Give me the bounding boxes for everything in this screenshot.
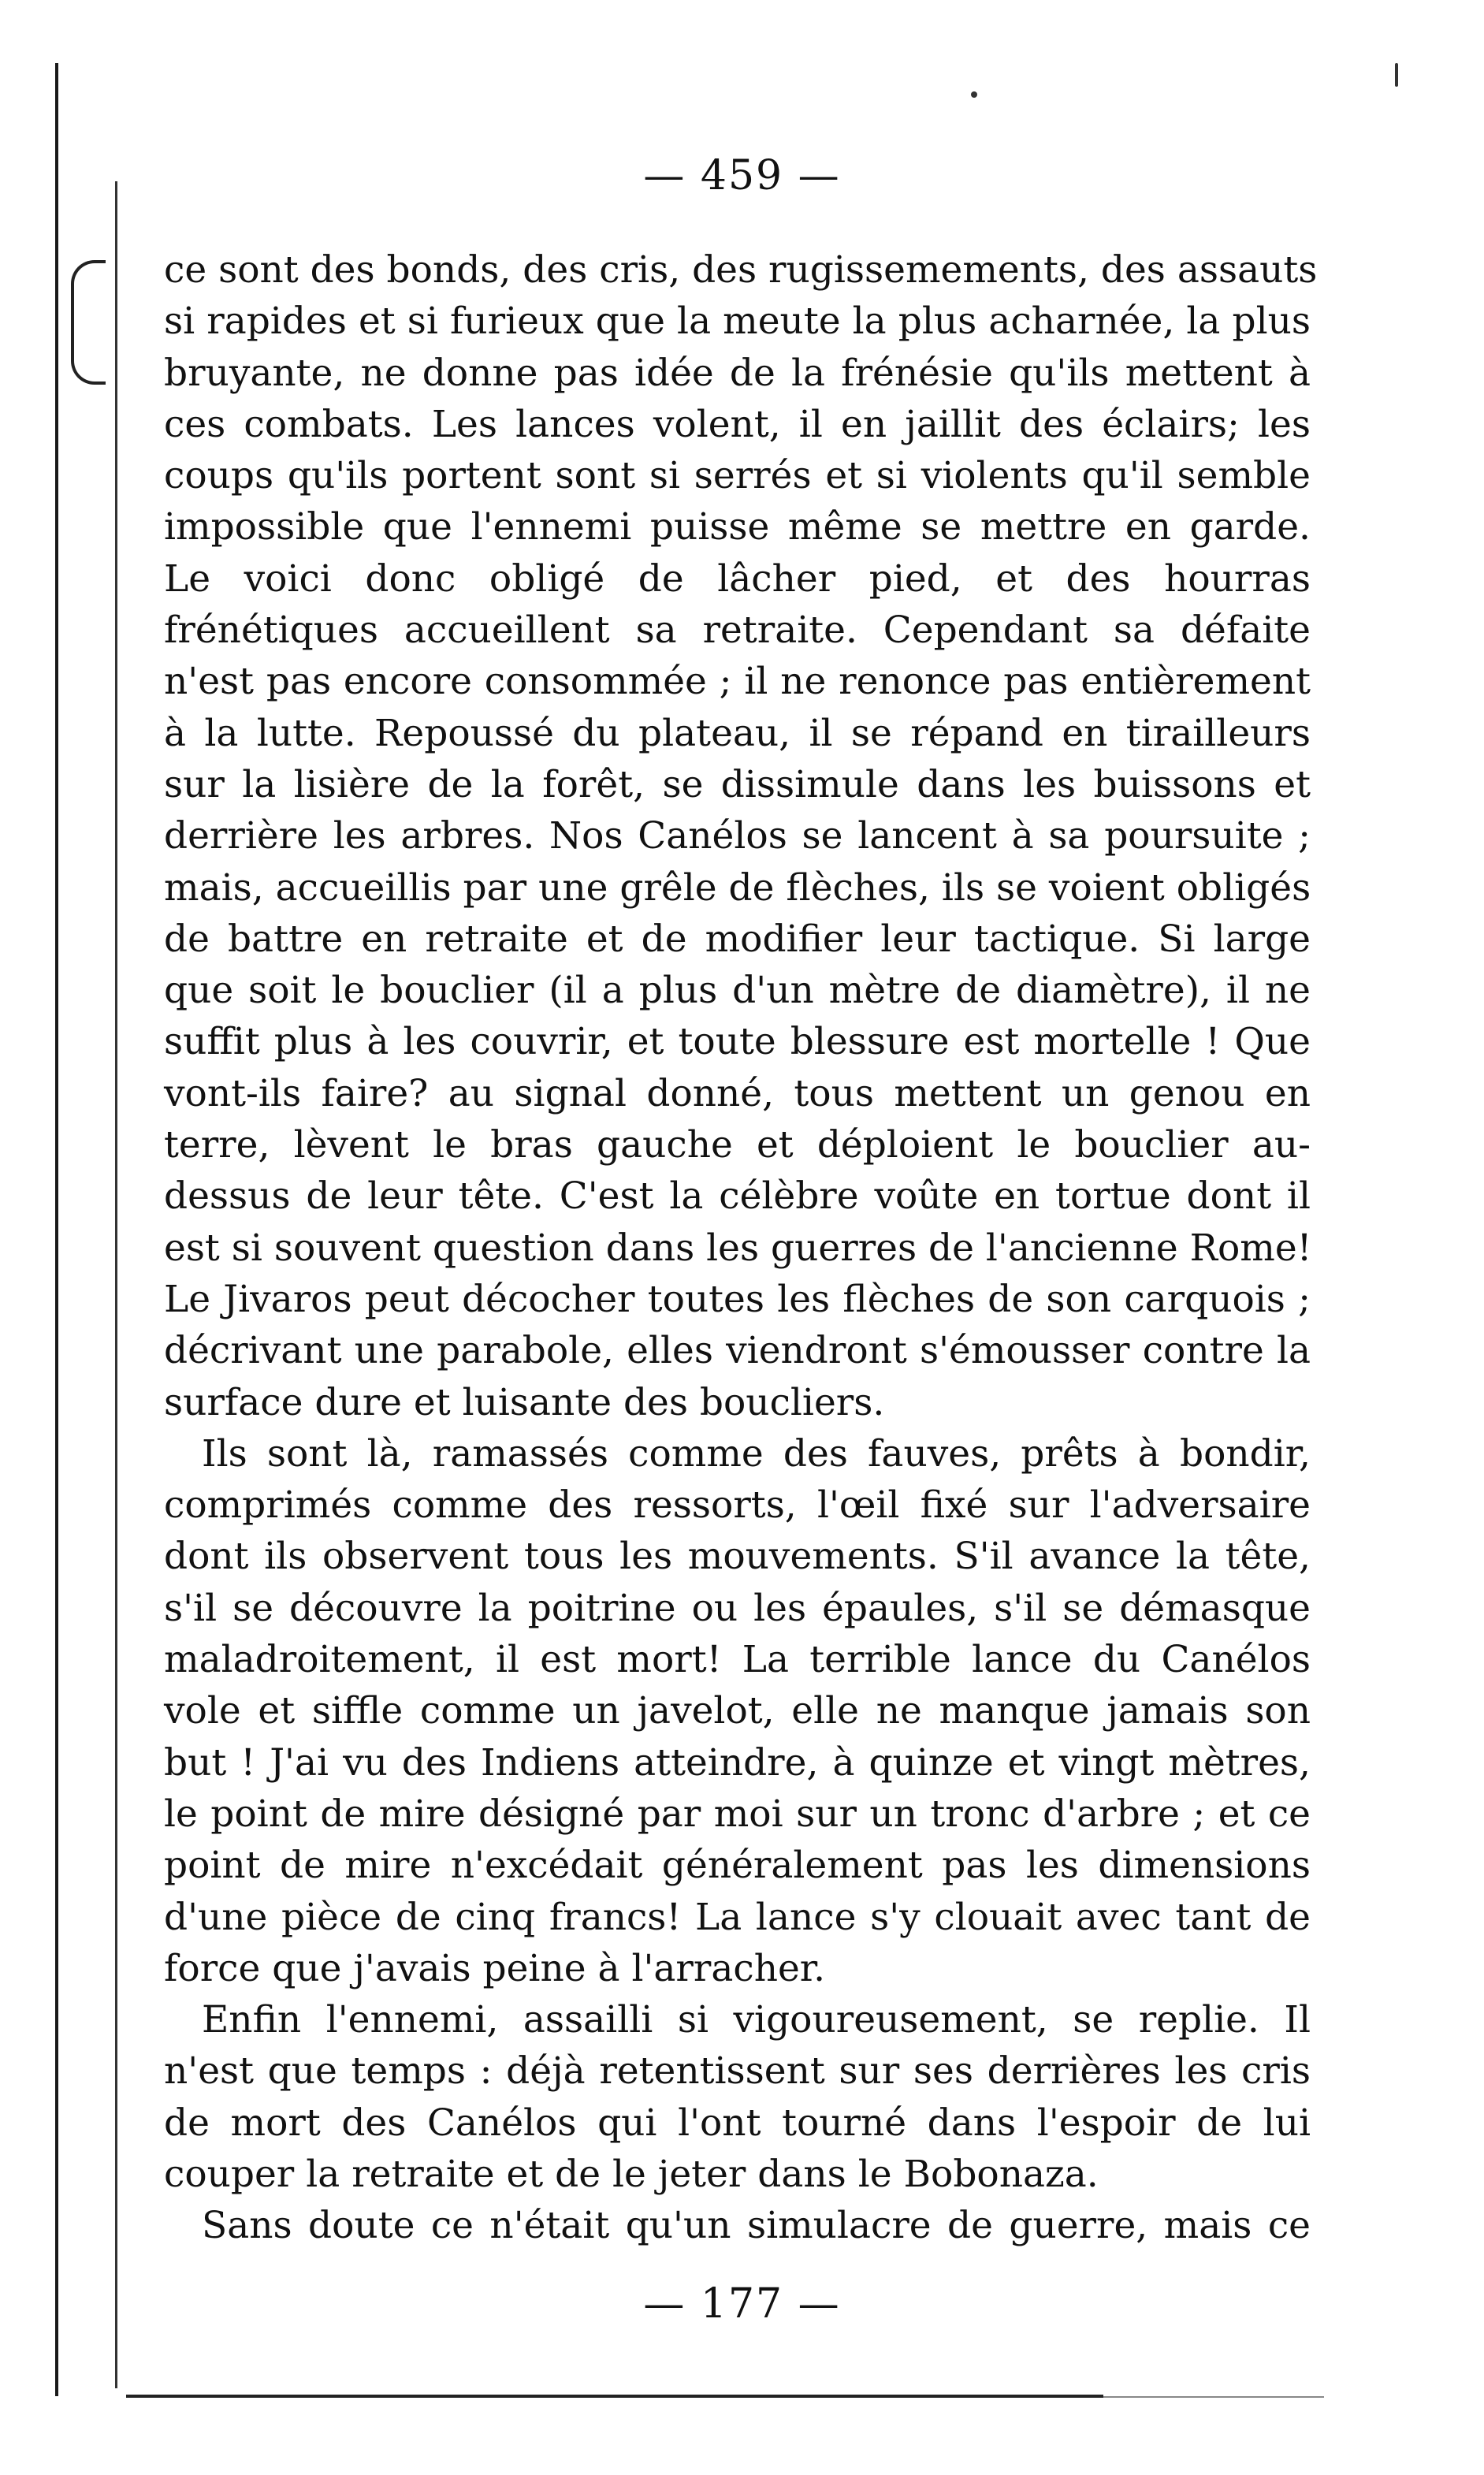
paragraph xyxy=(164,1428,1311,1994)
text-line: suffit plus à les couvrir, et toute blessure est mortelle ! Que xyxy=(164,1020,1311,1064)
text-line: derrière les arbres. Nos Canélos se lancent à sa poursuite ; xyxy=(164,814,1311,858)
text-line: vont-ils faire? au signal donné, tous mettent un genou en xyxy=(164,1071,1311,1115)
text-line: ces combats. Les lances volent, il en jaillit des éclairs; les xyxy=(164,402,1311,446)
text-line: si rapides et si furieux que la meute la plus acharnée, la plus xyxy=(164,300,1311,344)
paragraph xyxy=(164,2200,1311,2251)
text-line: couper la retraite et de le jeter dans le Bobonaza. xyxy=(164,2152,1099,2196)
text-line: mais, accueillis par une grêle de flèches, ils se voient obligés xyxy=(164,865,1311,910)
text-line: Enfin l'ennemi, assailli si vigoureusement, se replie. Il xyxy=(202,1998,1311,2042)
text-line: Sans doute ce n'était qu'un simulacre de guerre, mais ce xyxy=(202,2204,1311,2248)
text-line: n'est pas encore consommée ; il ne renonce pas entièrement xyxy=(164,660,1311,704)
text-line: que soit le bouclier (il a plus d'un mètre de diamètre), il ne xyxy=(164,969,1311,1013)
paragraph xyxy=(164,244,1318,1428)
text-line: à la lutte. Repoussé du plateau, il se répand en tirailleurs xyxy=(164,711,1311,755)
text-line: Le Jivaros peut décocher toutes les flèches de son carquois ; xyxy=(164,1277,1311,1321)
text-line: frénétiques accueillent sa retraite. Cependant sa défaite xyxy=(164,609,1311,653)
bottom-rule xyxy=(126,2395,1103,2398)
text-line: impossible que l'ennemi puisse même se mettre en garde. xyxy=(164,505,1311,549)
text-line: comprimés comme des ressorts, l'œil fixé sur l'adversaire xyxy=(164,1483,1311,1528)
text-line: surface dure et luisante des boucliers. xyxy=(164,1380,885,1424)
margin-rule xyxy=(115,181,117,2388)
text-line: Le voici donc obligé de lâcher pied, et des hourras xyxy=(164,556,1311,601)
text-line: le point de mire désigné par moi sur un tronc d'arbre ; et ce xyxy=(164,1792,1311,1836)
signature-mark: — 177 — xyxy=(643,2280,841,2328)
text-line: ce sont des bonds, des cris, des rugissemements, des assauts xyxy=(164,248,1318,292)
page-number: — 459 — xyxy=(643,152,841,199)
text-line: n'est que temps : déjà retentissent sur ses derrières les cris xyxy=(164,2049,1311,2094)
text-line: s'il se découvre la poitrine ou les épaules, s'il se démasque xyxy=(164,1586,1311,1630)
text-line: sur la lisière de la forêt, se dissimule dans les buissons et xyxy=(164,762,1311,806)
ink-speck xyxy=(971,91,977,98)
text-line: force que j'avais peine à l'arracher. xyxy=(164,1946,826,1990)
text-line: dont ils observent tous les mouvements. S'il avance la tête, xyxy=(164,1535,1311,1579)
text-line: vole et siffle comme un javelot, elle ne manque jamais son xyxy=(164,1689,1311,1733)
text-line: décrivant une parabole, elles viendront s'émousser contre la xyxy=(164,1329,1311,1373)
text-line: est si souvent question dans les guerres de l'ancienne Rome! xyxy=(164,1226,1312,1270)
text-line: de battre en retraite et de modifier leur tactique. Si large xyxy=(164,917,1311,961)
ink-speck xyxy=(1395,63,1398,87)
bottom-rule-faint xyxy=(1103,2396,1324,2398)
text-line: coups qu'ils portent sont si serrés et si violents qu'il semble xyxy=(164,454,1311,498)
body-text xyxy=(164,244,1318,2252)
paragraph xyxy=(164,1994,1311,2200)
text-line: de mort des Canélos qui l'ont tourné dans l'espoir de lui xyxy=(164,2101,1311,2145)
text-line: Ils sont là, ramassés comme des fauves, prêts à bondir, xyxy=(202,1431,1311,1476)
text-line: but ! J'ai vu des Indiens atteindre, à quinze et vingt mètres, xyxy=(164,1740,1311,1785)
text-line: bruyante, ne donne pas idée de la frénésie qu'ils mettent à xyxy=(164,351,1311,395)
binding-edge xyxy=(47,63,142,2412)
gutter-rule xyxy=(55,63,58,2396)
text-line: dessus de leur tête. C'est la célèbre voûte en tortue dont il xyxy=(164,1174,1311,1219)
text-line: point de mire n'excédait généralement pas les dimensions xyxy=(164,1844,1311,1888)
text-line: terre, lèvent le bras gauche et déploient le bouclier au- xyxy=(164,1123,1311,1167)
binding-bracket xyxy=(71,260,106,385)
text-line: d'une pièce de cinq francs! La lance s'y clouait avec tant de xyxy=(164,1895,1311,1939)
text-line: maladroitement, il est mort! La terrible lance du Canélos xyxy=(164,1638,1311,1682)
